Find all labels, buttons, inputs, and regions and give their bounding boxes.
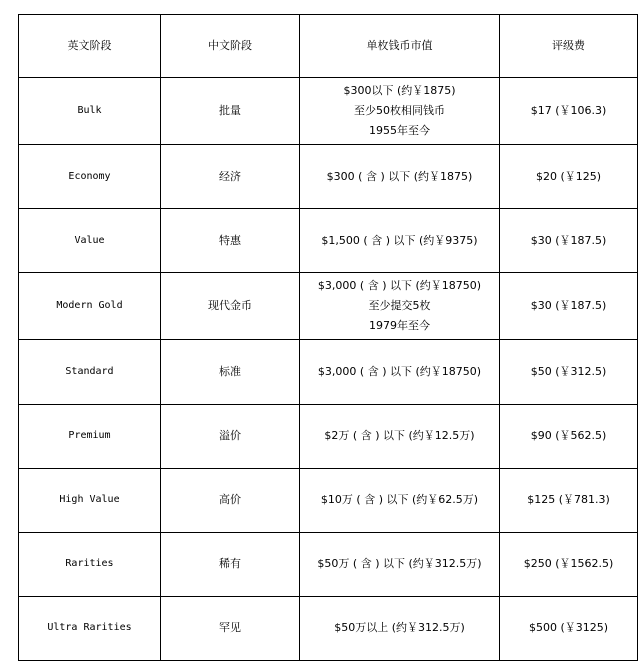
table-row (19, 209, 638, 273)
table-row (19, 532, 638, 596)
fee-cell: $250 (￥1562.5) (500, 532, 638, 596)
en-tier-cell: Economy (19, 145, 161, 209)
header-cn-tier: 中文阶段 (161, 15, 300, 78)
value-line: 1979年至今 (369, 319, 430, 333)
cn-tier-cell: 现代金币 (161, 273, 300, 340)
value-line: $300以下 (约￥1875) (343, 84, 456, 98)
en-tier-cell: High Value (19, 468, 161, 532)
en-tier-cell: Value (19, 209, 161, 273)
value-line: 1955年至今 (369, 124, 430, 138)
value-line: $1,500 ( 含 ) 以下 (约￥9375) (321, 233, 478, 247)
cn-tier-cell: 高价 (161, 468, 300, 532)
fee-cell: $30 (￥187.5) (500, 209, 638, 273)
header-en-tier: 英文阶段 (19, 15, 161, 78)
value-cell (300, 532, 500, 596)
value-line: $3,000 ( 含 ) 以下 (约￥18750) (317, 364, 482, 378)
fee-cell: $30 (￥187.5) (500, 273, 638, 340)
en-tier-cell: Ultra Rarities (19, 596, 161, 660)
en-tier-cell: Rarities (19, 532, 161, 596)
value-line: 至少提交5枚 (368, 299, 431, 313)
value-line: $300 ( 含 ) 以下 (约￥1875) (326, 169, 473, 183)
cn-tier-cell: 罕见 (161, 596, 300, 660)
value-line: $2万 ( 含 ) 以下 (约￥12.5万) (324, 429, 475, 443)
en-tier-cell: Bulk (19, 78, 161, 145)
cn-tier-cell: 特惠 (161, 209, 300, 273)
value-line: $50万 ( 含 ) 以下 (约￥312.5万) (317, 557, 482, 571)
cn-tier-cell: 批量 (161, 78, 300, 145)
value-cell (300, 145, 500, 209)
table-row (19, 404, 638, 468)
cn-tier-cell: 溢价 (161, 404, 300, 468)
table-row (19, 273, 638, 340)
value-cell (300, 209, 500, 273)
fee-cell: $125 (￥781.3) (500, 468, 638, 532)
table-row (19, 78, 638, 145)
value-line: $3,000 ( 含 ) 以下 (约￥18750) (317, 279, 482, 293)
value-cell (300, 404, 500, 468)
value-cell (300, 78, 500, 145)
header-fee: 评级费 (500, 15, 638, 78)
fee-cell: $20 (￥125) (500, 145, 638, 209)
table-row (19, 468, 638, 532)
table-row (19, 596, 638, 660)
value-cell (300, 273, 500, 340)
table-row (19, 340, 638, 404)
cn-tier-cell: 经济 (161, 145, 300, 209)
table-row (19, 145, 638, 209)
en-tier-cell: Premium (19, 404, 161, 468)
grading-fee-table (18, 14, 638, 661)
value-cell (300, 596, 500, 660)
value-cell (300, 468, 500, 532)
value-line: $10万 ( 含 ) 以下 (约￥62.5万) (320, 493, 479, 507)
en-tier-cell: Standard (19, 340, 161, 404)
fee-cell: $90 (￥562.5) (500, 404, 638, 468)
header-coin-value: 单枚钱币市值 (300, 15, 500, 78)
value-line: 至少50枚相同钱币 (354, 104, 445, 118)
fee-cell: $50 (￥312.5) (500, 340, 638, 404)
value-cell (300, 340, 500, 404)
cn-tier-cell: 稀有 (161, 532, 300, 596)
header-row (19, 15, 638, 78)
fee-cell: $17 (￥106.3) (500, 78, 638, 145)
en-tier-cell: Modern Gold (19, 273, 161, 340)
value-line: $50万以上 (约￥312.5万) (334, 621, 465, 635)
cn-tier-cell: 标准 (161, 340, 300, 404)
fee-cell: $500 (￥3125) (500, 596, 638, 660)
